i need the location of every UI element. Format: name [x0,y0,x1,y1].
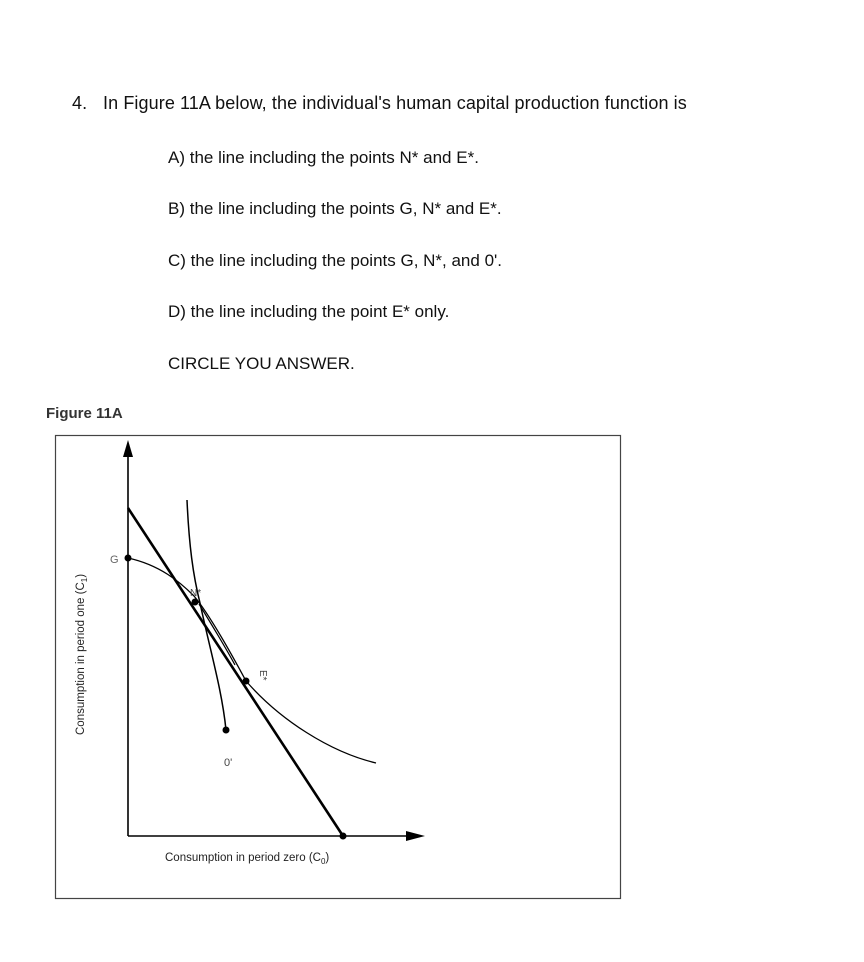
question-number: 4. [72,93,88,113]
point-e-star [243,678,250,685]
steep-curve [187,500,226,730]
y-axis-arrow [123,440,133,457]
point-zero-prime [223,727,230,734]
x-axis-arrow [406,831,425,841]
option-c[interactable]: C) the line including the points G, N*, and 0'. [168,251,502,270]
figure-label: Figure 11A [46,405,123,422]
label-g: G [110,554,119,566]
tangent-curve [199,604,235,665]
question-text: In Figure 11A below, the individual's human capital production function is [103,93,687,113]
point-n-star [192,599,199,606]
point-g [125,555,132,562]
option-a[interactable]: A) the line including the points N* and E*. [168,148,479,167]
point-budget-end [340,833,347,840]
y-axis-label: Consumption in period one $(C_1)$ [75,573,89,735]
production-function-curve [128,558,376,763]
label-e-star: E* [257,670,268,681]
label-n-star: N* [190,588,202,599]
option-b[interactable]: B) the line including the points G, N* and E*. [168,199,502,218]
label-zero-prime: 0' [224,757,233,769]
instruction: CIRCLE YOU ANSWER. [168,354,355,373]
option-d[interactable]: D) the line including the point E* only. [168,302,450,321]
x-axis-label: Consumption in period zero $(C_0)$ [165,852,330,866]
budget-line [128,508,343,836]
